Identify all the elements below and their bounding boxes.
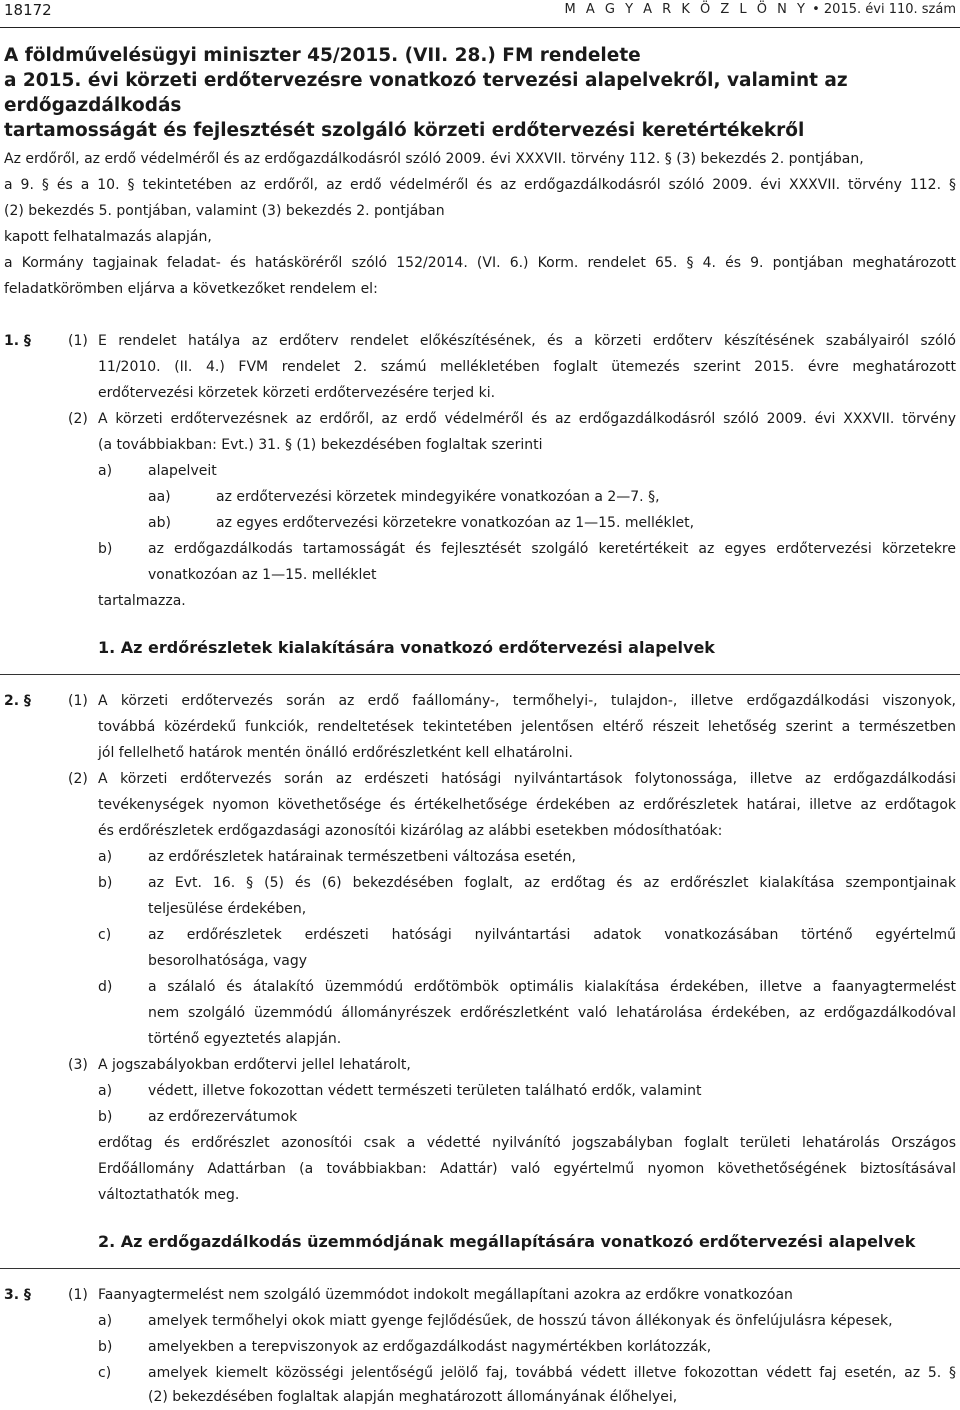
point-label: a) [98, 849, 113, 865]
publication-name: M A G Y A R K Ö Z L Ö N Y [564, 2, 808, 17]
paragraph-line: változtathatók meg. [98, 1187, 240, 1203]
point-text: védett, illetve fokozottan védett természeti területen található erdők, valamint [148, 1083, 702, 1099]
paragraph-line: A jogszabályokban erdőtervi jellel lehatárolt, [98, 1057, 411, 1073]
paragraph-line: A körzeti erdőtervezésnek az erdőről, az erdő védelméről és az erdőgazdálkodásról szóló 2009. évi XXXVII. törvény [98, 411, 956, 427]
issue-label: 2015. évi 110. szám [823, 2, 956, 17]
point-text: amelyekben a terepviszonyok az erdőgazdálkodást nagymértékben korlátozzák, [148, 1339, 712, 1355]
paragraph-line: Erdőállomány Adattárban (a továbbiakban: Adattár) való egyértelmű nyomon követhetőségének biztosításával [98, 1161, 956, 1177]
paragraph-number: (1) [68, 693, 88, 709]
preamble-line: Az erdőről, az erdő védelméről és az erdőgazdálkodásról szóló 2009. évi XXXVII. törvény 112. § (3) bekezdés 2. pontjában, [4, 151, 864, 167]
paragraph-number: (2) [68, 411, 88, 427]
subpoint-label: aa) [148, 489, 171, 505]
point-text: az erdőrezervátumok [148, 1109, 298, 1125]
preamble-line: feladatkörömben eljárva a következőket rendelem el: [4, 281, 378, 297]
point-text: nem szolgáló üzemmódú állományrészek erdőrészletként való lehatárolása érdekében, az erdőgazdálkodóval [148, 1005, 956, 1021]
paragraph-line: (a továbbiakban: Evt.) 31. § (1) bekezdésében foglaltak szerinti [98, 437, 543, 453]
point-text: teljesülése érdekében, [148, 901, 307, 917]
preamble-line: kapott felhatalmazás alapján, [4, 229, 212, 245]
paragraph-line: erdőtervezési körzetek körzeti erdőtervezésére terjed ki. [98, 385, 496, 401]
paragraph-line: A körzeti erdőtervezés során az erdő faállomány-, termőhelyi-, tulajdon-, illetve erdőgazdálkodási viszonyok, [98, 693, 956, 709]
preamble-line: a Kormány tagjainak feladat- és hatásköréről szóló 152/2014. (VI. 6.) Korm. rendelet 65. § 4. és 9. pontjában meghatározott [4, 255, 956, 271]
paragraph-number: (1) [68, 1287, 88, 1303]
point-label: a) [98, 1083, 113, 1099]
title-line: A földművelésügyi miniszter 45/2015. (VII. 28.) FM rendelete [4, 45, 641, 66]
preamble-line: a 9. § és a 10. § tekintetében az erdőről, az erdő védelméről és az erdőgazdálkodásról szóló 2009. évi XXXVII. törvény 112. § [4, 177, 956, 193]
preamble-line: (2) bekezdés 5. pontjában, valamint (3) bekezdés 2. pontjában [4, 203, 445, 219]
point-label: b) [98, 875, 113, 891]
point-text: amelyek kiemelt közösségi jelentőségű jelölő faj, továbbá védett illetve fokozottan védett faj esetén, az 5. § [148, 1365, 956, 1381]
point-label: b) [98, 541, 113, 557]
point-text: a szálaló és átalakító üzemmódú erdőtömbök optimális kialakítása érdekében, illetve a faanyagtermelést [148, 979, 956, 995]
running-header [565, 0, 957, 20]
paragraph-line: E rendelet hatálya az erdőterv rendelet előkészítésének, és a körzeti erdőterv készítésének szabályairól szóló [98, 333, 956, 349]
point-label: d) [98, 979, 113, 995]
title-line: tartamosságát és fejlesztését szolgáló körzeti erdőtervezési keretértékekről [4, 120, 805, 141]
title-line: a 2015. évi körzeti erdőtervezésre vonatkozó tervezési alapelvekről, valamint az erdőgazdálkodás [4, 70, 848, 116]
point-text: (2) bekezdésében foglaltak alapján meghatározott állományának élőhelyei, [148, 1389, 678, 1405]
point-label: b) [98, 1339, 113, 1355]
paragraph-line: tartalmazza. [98, 593, 186, 609]
point-text: az erdőrészletek erdészeti hatósági nyilvántartási adatok vonatkozásában történő egyértelmű [148, 927, 956, 943]
point-text: az Evt. 16. § (5) és (6) bekezdésében foglalt, az erdőtag és az erdőrészlet kialakítása szempontjainak [148, 875, 956, 891]
page-number: 18172 [4, 1, 52, 19]
paragraph-line: jól fellelhető határok mentén önálló erdőrészletként kell elhatárolni. [98, 745, 573, 761]
point-text: alapelveit [148, 463, 217, 479]
point-text: az erdőrészletek határainak természetbeni változása esetén, [148, 849, 576, 865]
section-rule [0, 1268, 960, 1269]
point-text: amelyek termőhelyi okok miatt gyenge fejlődésűek, de hosszú távon állékonyak és önfelújulásra képesek, [148, 1313, 893, 1329]
header-rule [0, 27, 960, 28]
section-number: 3. § [4, 1287, 31, 1303]
paragraph-line: és erdőrészletek erdőgazdasági azonosítói kizárólag az alábbi esetekben módosíthatóak: [98, 823, 723, 839]
point-text: vonatkozóan az 1—15. melléklet [148, 567, 377, 583]
paragraph-line: 11/2010. (II. 4.) FVM rendelet 2. számú mellékletében foglalt ütemezés szerint 2015. évre meghatározott [98, 359, 956, 375]
subpoint-label: ab) [148, 515, 171, 531]
paragraph-number: (1) [68, 333, 88, 349]
chapter-heading: 2. Az erdőgazdálkodás üzemmódjának megállapítására vonatkozó erdőtervezési alapelvek [98, 1232, 916, 1251]
paragraph-line: tevékenységek nyomon követhetősége és értékelhetősége érdekében az erdőrészletek határai, illetve az erdőtagok [98, 797, 956, 813]
subpoint-text: az erdőtervezési körzetek mindegyikére vonatkozóan a 2—7. §, [216, 489, 660, 505]
point-label: c) [98, 1365, 112, 1381]
paragraph-line: Faanyagtermelést nem szolgáló üzemmódot indokolt megállapítani azokra az erdőkre vonatkozóan [98, 1287, 793, 1303]
paragraph-line: továbbá közérdekű funkciók, rendeltetések tekintetében jelentősen eltérő részeit lehetőség szerint a természetben [98, 719, 956, 735]
chapter-heading: 1. Az erdőrészletek kialakítására vonatkozó erdőtervezési alapelvek [98, 638, 715, 657]
point-text: történő egyeztetés alapján. [148, 1031, 342, 1047]
point-label: b) [98, 1109, 113, 1125]
paragraph-line: erdőtag és erdőrészlet azonosítói csak a védetté nyilvánító jogszabályban foglalt területi lehatárolás Országos [98, 1135, 956, 1151]
section-rule [0, 674, 960, 675]
decree-title [4, 43, 954, 143]
section-number: 2. § [4, 693, 31, 709]
point-text: az erdőgazdálkodás tartamosságát és fejlesztését szolgáló keretértékeit az egyes erdőtervezési körzetekre [148, 541, 956, 557]
point-label: a) [98, 1313, 113, 1329]
paragraph-number: (2) [68, 771, 88, 787]
paragraph-line: A körzeti erdőtervezés során az erdészeti hatósági nyilvántartások folytonossága, illetve az erdőgazdálkodási [98, 771, 956, 787]
point-label: a) [98, 463, 113, 479]
paragraph-number: (3) [68, 1057, 88, 1073]
section-number: 1. § [4, 333, 31, 349]
point-text: besorolhatósága, vagy [148, 953, 308, 969]
subpoint-text: az egyes erdőtervezési körzetekre vonatkozóan az 1—15. melléklet, [216, 515, 695, 531]
header-separator: • [812, 2, 820, 17]
point-label: c) [98, 927, 112, 943]
